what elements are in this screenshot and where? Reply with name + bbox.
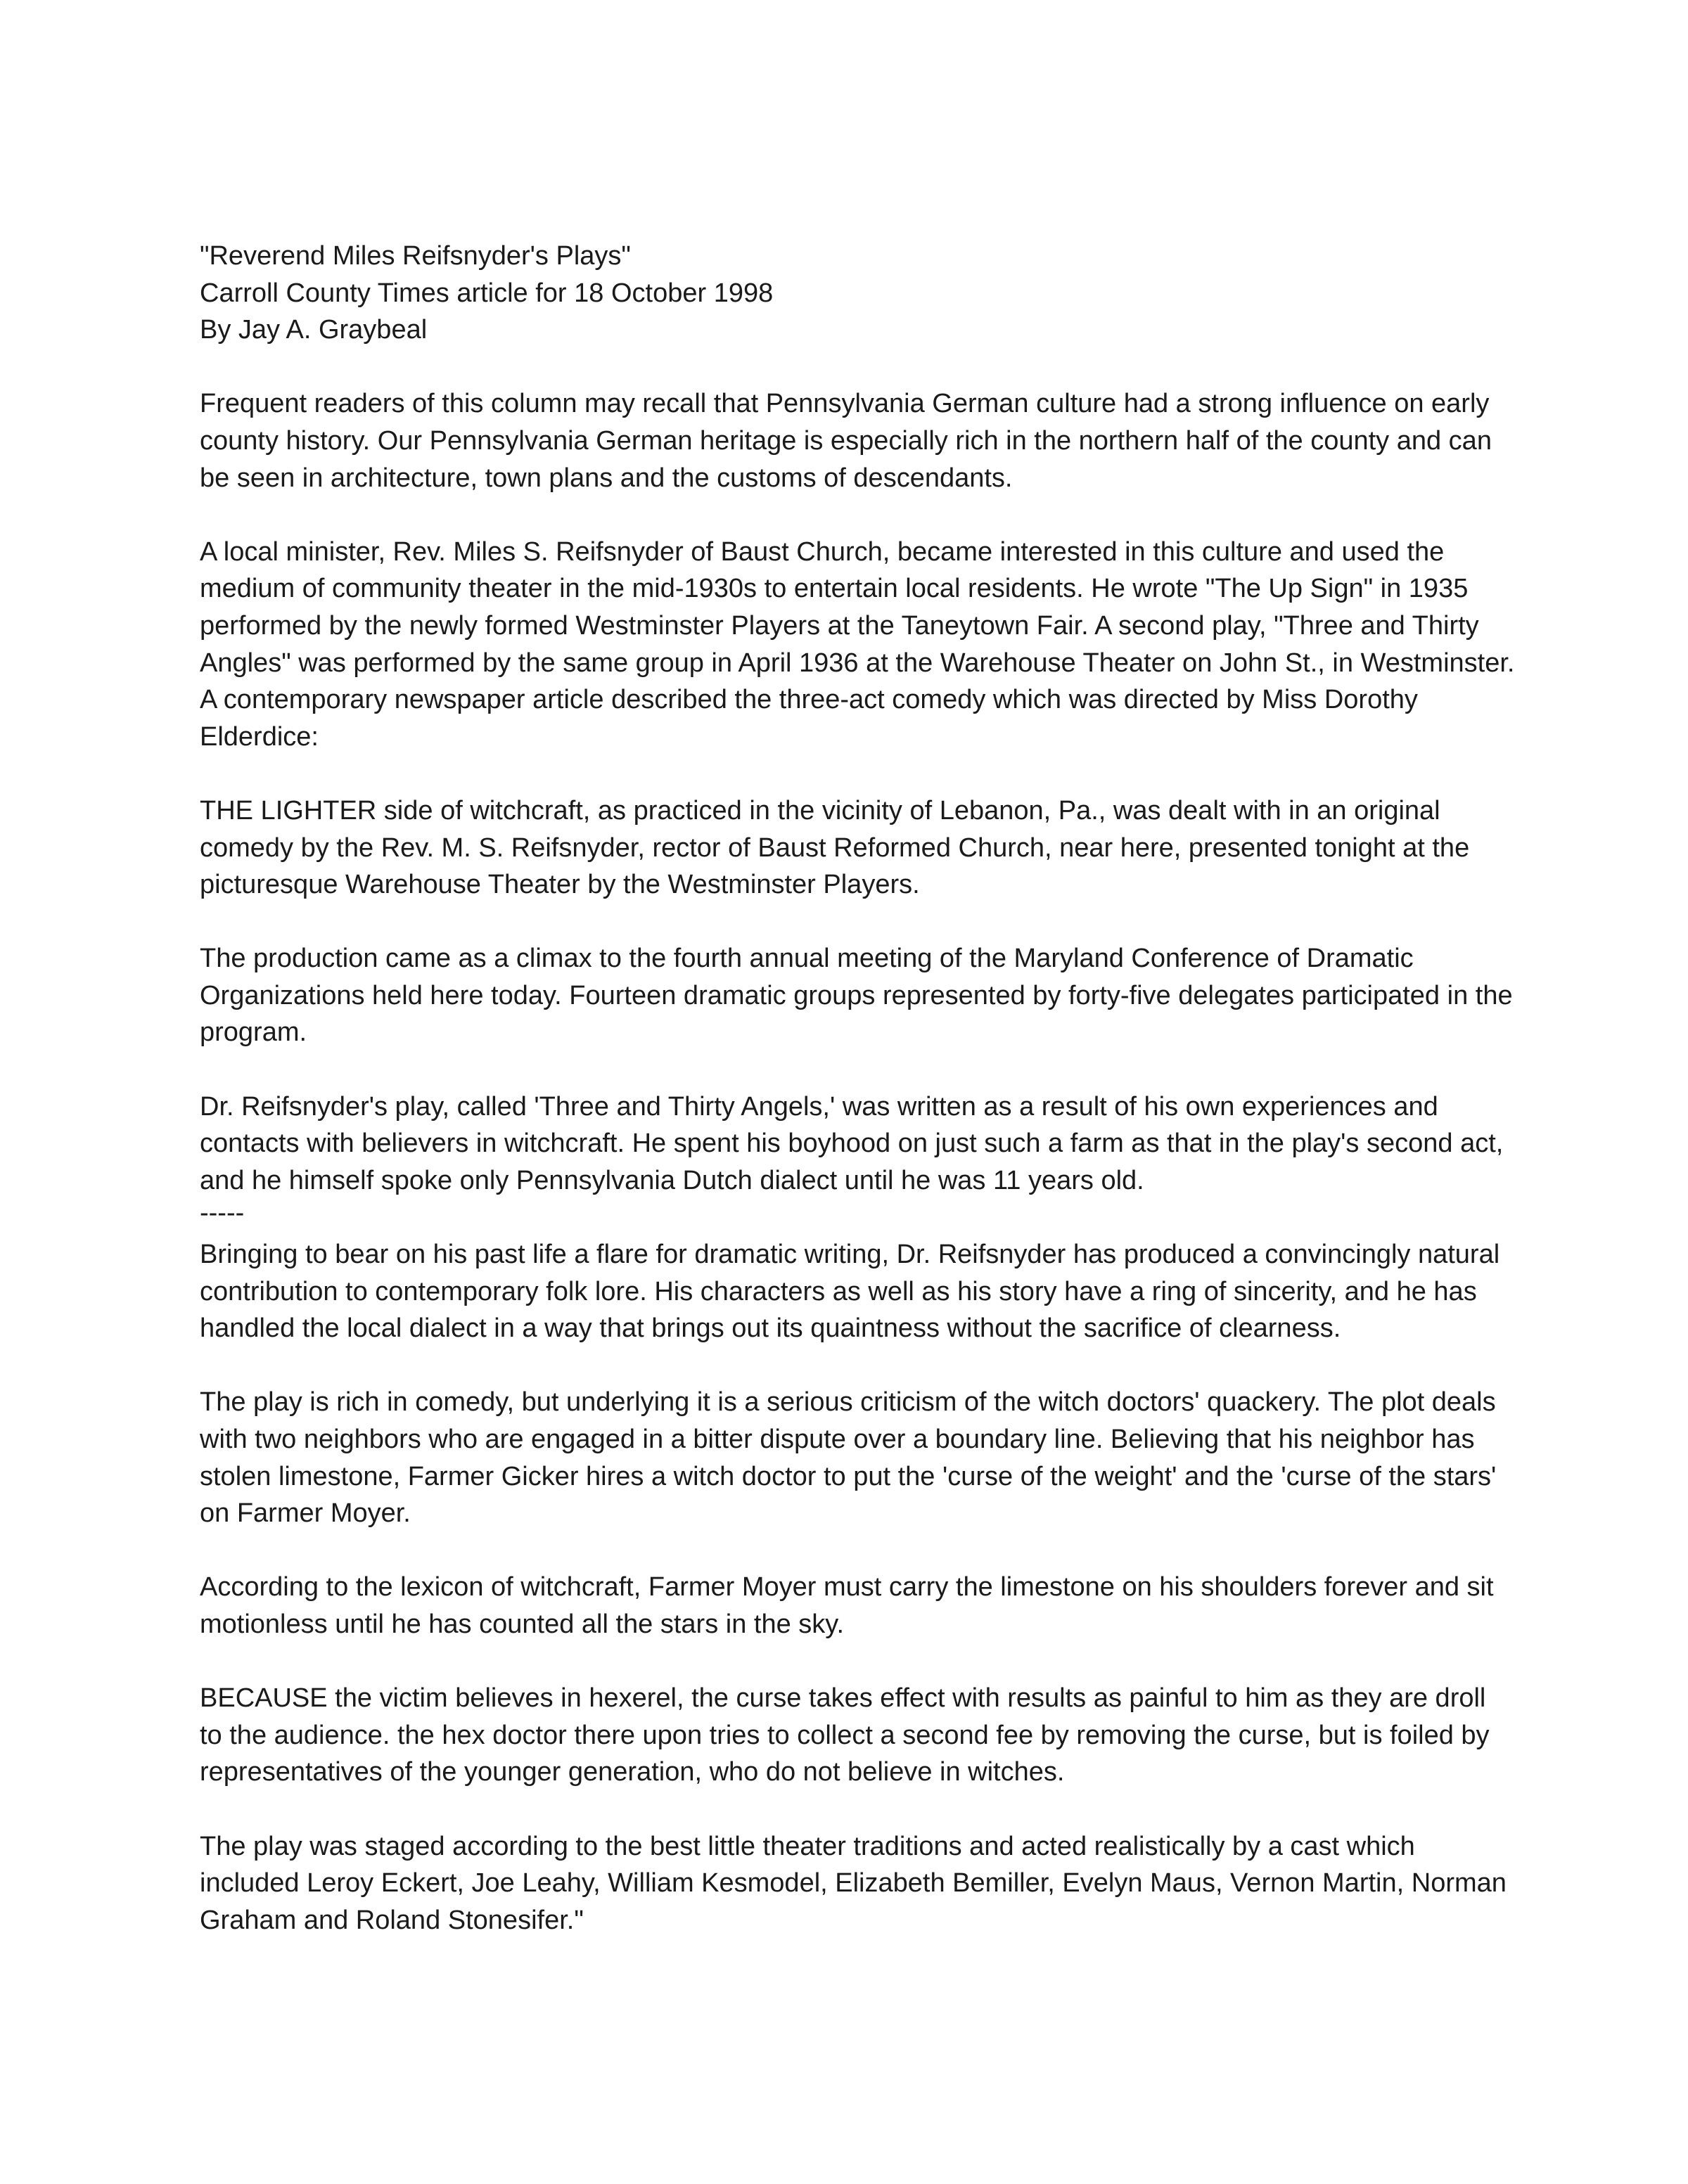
- paragraph-quote-victim: BECAUSE the victim believes in hexerel, the curse takes effect with results as painful to him as they are droll to the audience. the hex doctor there upon tries to collect a second fee by removing the curse, but is foiled by representatives of the younger generation, who do not believe in witches.: [200, 1683, 1490, 1787]
- paragraph-quote-production: The production came as a climax to the fourth annual meeting of the Maryland Conference of Dramatic Organizations held here today. Fourteen dramatic groups represented by forty-five delegates participated in the program.: [200, 944, 1513, 1048]
- paragraph-quote-cast: The play was staged according to the best little theater traditions and acted realistically by a cast which included Leroy Eckert, Joe Leahy, William Kesmodel, Elizabeth Bemiller, Evelyn Maus, Vernon Martin, Norman Graham and Roland Stonesifer.": [200, 1831, 1507, 1935]
- publication-line: Carroll County Times article for 18 October 1998: [200, 278, 774, 308]
- paragraph-quote-comedy: The play is rich in comedy, but underlying it is a serious criticism of the witch doctors' quackery. The plot deals with two neighbors who are engaged in a bitter dispute over a boundary line. Believing that his neighbor has stolen limestone, Farmer Gicker hires a witch doctor to put the 'curse of the weight' and the 'curse of the stars' on Farmer Moyer.: [200, 1387, 1497, 1529]
- byline: By Jay A. Graybeal: [200, 315, 428, 345]
- paragraph-quote-lighter-side: THE LIGHTER side of witchcraft, as practiced in the vicinity of Lebanon, Pa., was dealt with in an original comedy by the Rev. M. S. Reifsnyder, rector of Baust Reformed Church, near here, presented tonight at the picturesque Warehouse Theater by the Westminster Players.: [200, 795, 1470, 900]
- paragraph-intro: Frequent readers of this column may recall that Pennsylvania German culture had a strong influence on early county history. Our Pennsylvania German heritage is especially rich in the northern half of the county and can be seen in architecture, town plans and the customs of descendants.: [200, 389, 1492, 493]
- paragraph-quote-lexicon: According to the lexicon of witchcraft, Farmer Moyer must carry the limestone on his shoulders forever and sit motionless until he has counted all the stars in the sky.: [200, 1572, 1494, 1639]
- article-header: [200, 238, 1515, 349]
- article-title: "Reverend Miles Reifsnyder's Plays": [200, 241, 631, 271]
- paragraph-minister: A local minister, Rev. Miles S. Reifsnyder of Baust Church, became interested in this culture and used the medium of community theater in the mid-1930s to entertain local residents. He wrote "The Up Sign" in 1935 performed by the newly formed Westminster Players at the Taneytown Fair. A second play, "Three and Thirty Angles" was performed by the same group in April 1936 at the Warehouse Theater on John St., in Westminster. A contemporary newspaper article described the three-act comedy which was directed by Miss Dorothy Elderdice:: [200, 537, 1515, 752]
- paragraph-quote-play: Dr. Reifsnyder's play, called 'Three and Thirty Angels,' was written as a result of his own experiences and contacts with believers in witchcraft. He spent his boyhood on just such a farm as that in the play's second act, and he himself spoke only Pennsylvania Dutch dialect until he was 11 years old.: [200, 1091, 1504, 1195]
- article-page: [200, 238, 1515, 1939]
- paragraph-quote-dramatic-writing: Bringing to bear on his past life a flare for dramatic writing, Dr. Reifsnyder has produced a convincingly natural contribution to contemporary folk lore. His characters as well as his story have a ring of sincerity, and he has handled the local dialect in a way that brings out its quaintness without the sacrifice of clearness.: [200, 1240, 1500, 1344]
- section-separator: -----: [200, 1198, 245, 1228]
